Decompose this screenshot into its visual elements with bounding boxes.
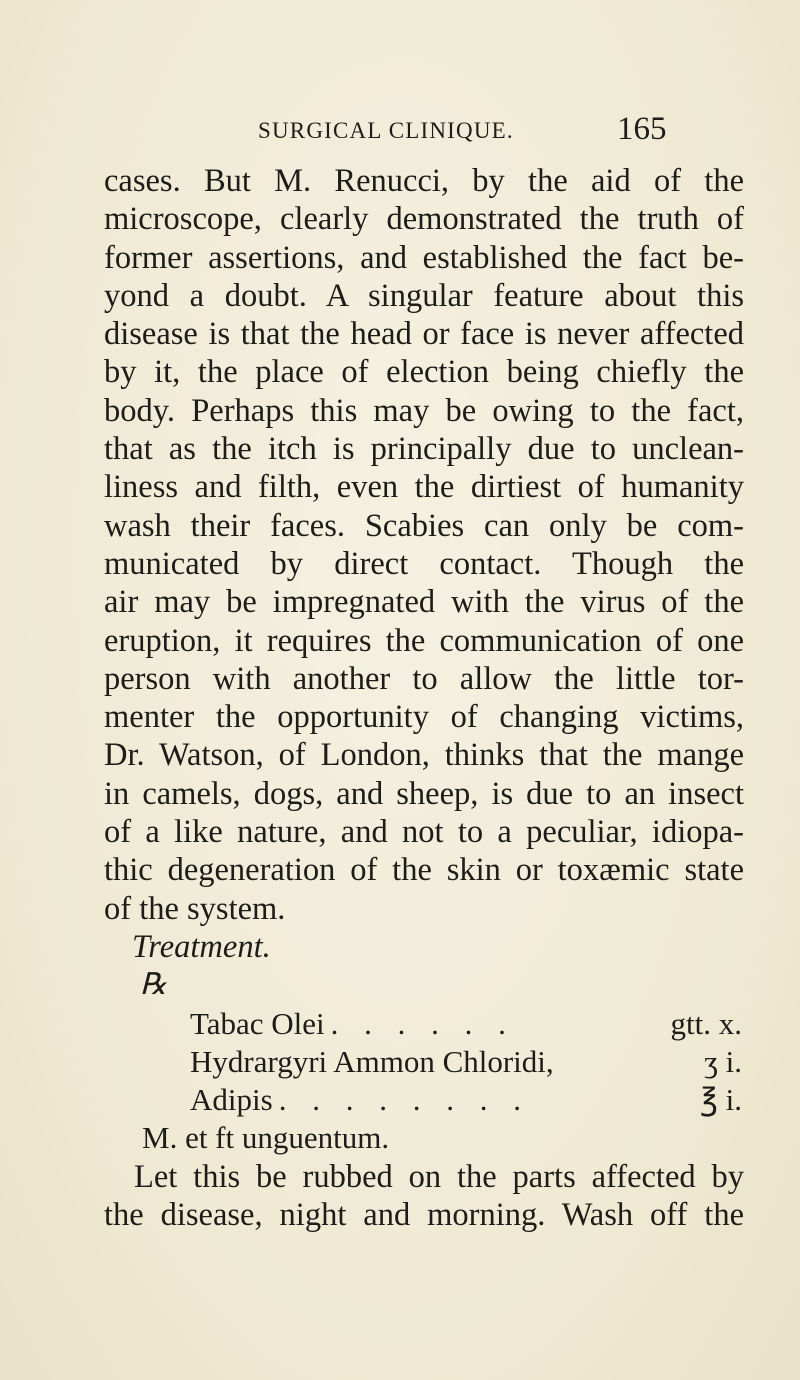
text-line: in camels, dogs, and sheep, is due to an insect [104, 775, 744, 812]
body-text [104, 162, 744, 1234]
text-line: the disease, night and morning. Wash off the [104, 1197, 744, 1234]
text-line: disease is that the head or face is never affected [104, 316, 744, 353]
text-line: microscope, clearly demonstrated the truth of [104, 201, 744, 238]
text-line: liness and filth, even the dirtiest of humanity [104, 469, 744, 506]
text-line: body. Perhaps this may be owing to the fact, [104, 392, 744, 429]
ingredient-name: Tabac Olei [190, 1005, 325, 1041]
text-line: cases. But M. Renucci, by the aid of the [104, 163, 744, 199]
page-header [0, 111, 800, 158]
prescription-line [104, 1081, 744, 1119]
prescription-line [104, 1005, 744, 1043]
text-line: air may be impregnated with the virus of the [104, 584, 744, 621]
text-line: municated by direct contact. Though the [104, 545, 744, 582]
page-number: 165 [617, 111, 667, 147]
text-line: eruption, it requires the communication of one [104, 622, 744, 659]
text-line-last: of the system. [104, 890, 286, 927]
leader-dots: . . . . . . . . [278, 1082, 530, 1118]
rx-symbol: ℞ [140, 968, 167, 1002]
ingredient-name: Hydrargyri Ammon Chloridi, [190, 1043, 554, 1079]
treatment-heading: Treatment. [132, 928, 271, 965]
text-line: of a like nature, and not to a peculiar, idiopa- [104, 814, 744, 851]
prescription-line [104, 1043, 744, 1081]
text-line: wash their faces. Scabies can only be com- [104, 507, 744, 544]
text-line: by it, the place of election being chiefly the [104, 354, 744, 391]
text-line: Let this be rubbed on the parts affected by [134, 1158, 744, 1195]
text-line: Dr. Watson, of London, thinks that the mange [104, 737, 744, 774]
signature-line: M. et ft unguentum. [142, 1120, 390, 1156]
text-line: yond a doubt. A singular feature about this [104, 277, 744, 314]
ingredient-quantity: ℥ i. [699, 1082, 742, 1118]
ingredient-quantity: gtt. x. [670, 1005, 742, 1041]
text-line: menter the opportunity of changing victims, [104, 699, 744, 736]
leader-dots: . . . . . . [330, 1005, 515, 1041]
running-head: SURGICAL CLINIQUE. [258, 118, 514, 143]
ingredient-quantity: ʒ i. [704, 1043, 742, 1079]
text-line: person with another to allow the little tor- [104, 660, 744, 697]
text-line: thic degeneration of the skin or toxæmic state [104, 852, 744, 889]
ingredient-name: Adipis [190, 1082, 273, 1118]
text-line: that as the itch is principally due to unclean- [104, 431, 744, 468]
text-line: former assertions, and established the fact be- [104, 239, 744, 276]
